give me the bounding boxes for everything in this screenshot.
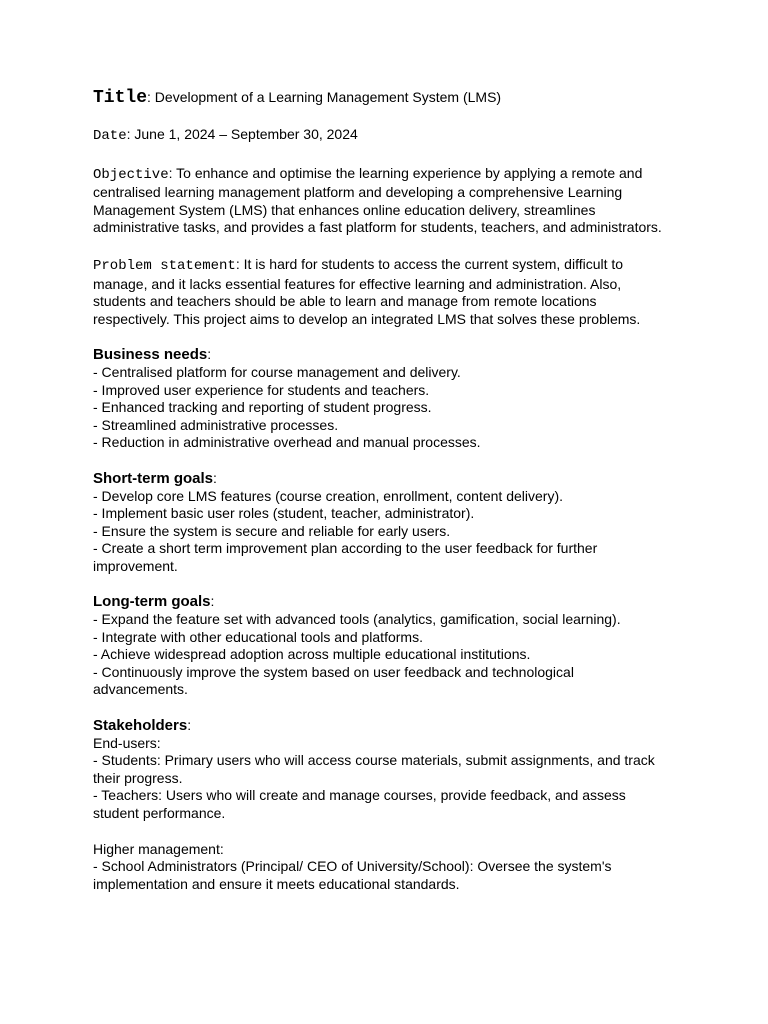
title-value: : Development of a Learning Management System (LMS) — [147, 89, 502, 105]
problem-statement-label: Problem statement — [93, 257, 236, 274]
list-item: - Achieve widespread adoption across multiple educational institutions. — [93, 646, 531, 663]
heading-colon: : — [207, 346, 212, 363]
list-item: - Develop core LMS features (course creation, enrollment, content delivery). — [93, 487, 563, 504]
objective-line: administrative tasks, and provides a fast platform for students, teachers, and administrators. — [93, 219, 662, 236]
short-term-goals-section — [93, 470, 683, 576]
list-item: - Improved user experience for students and teachers. — [93, 381, 430, 398]
list-item: - Reduction in administrative overhead and manual processes. — [93, 434, 481, 451]
objective-label: Objective — [93, 166, 169, 183]
list-item: - Students: Primary users who will access course materials, submit assignments, and track — [93, 752, 655, 769]
objective-line: : To enhance and optimise the learning experience by applying a remote and — [168, 164, 643, 181]
business-needs-heading: Business needs — [93, 346, 208, 364]
heading-colon: : — [213, 469, 217, 486]
list-item: - Integrate with other educational tools and platforms. — [93, 628, 423, 645]
objective-line: Management System (LMS) that enhances online education delivery, streamlines — [93, 201, 596, 218]
list-item: - School Administrators (Principal/ CEO of University/School): Oversee the system's — [93, 858, 612, 875]
list-item: improvement. — [93, 557, 178, 574]
list-item: - Continuously improve the system based on user feedback and technological — [93, 663, 574, 680]
long-term-goals-heading: Long-term goals — [93, 593, 211, 611]
list-item: their progress. — [93, 769, 183, 786]
list-item: - Enhanced tracking and reporting of student progress. — [93, 399, 432, 416]
list-item: advancements. — [93, 681, 188, 698]
problem-line: : It is hard for students to access the current system, difficult to — [235, 255, 624, 272]
higher-management-label: Higher management: — [93, 840, 224, 857]
problem-line: manage, and it lacks essential features for effective learning and administration. Also, — [93, 275, 622, 292]
end-users-label: End-users: — [93, 734, 161, 751]
heading-colon: : — [187, 717, 192, 734]
heading-colon: : — [210, 593, 215, 610]
stakeholders-section — [93, 717, 683, 893]
long-term-goals-section — [93, 593, 683, 699]
list-item: - Expand the feature set with advanced tools (analytics, gamification, social learning). — [93, 611, 621, 628]
objective-line: centralised learning management platform and developing a comprehensive Learning — [93, 184, 623, 201]
business-needs-section — [93, 346, 683, 452]
problem-line: students and teachers should be able to learn and manage from remote locations — [93, 293, 597, 310]
list-item: - Implement basic user roles (student, teacher, administrator). — [93, 505, 475, 522]
title-line — [93, 86, 683, 109]
document-page — [93, 86, 683, 893]
list-item: student performance. — [93, 805, 226, 821]
problem-statement-paragraph — [93, 256, 683, 328]
list-item: - Teachers: Users who will create and manage courses, provide feedback, and assess — [93, 787, 626, 804]
date-label: Date — [93, 128, 127, 144]
list-item: implementation and ensure it meets educational standards. — [93, 875, 460, 892]
short-term-goals-heading: Short-term goals — [93, 469, 214, 487]
objective-paragraph — [93, 165, 683, 237]
list-item: - Centralised platform for course management and delivery. — [93, 363, 461, 380]
date-value: : June 1, 2024 – September 30, 2024 — [126, 126, 358, 142]
list-item: - Streamlined administrative processes. — [93, 416, 339, 433]
problem-line: respectively. This project aims to develop an integrated LMS that solves these problems. — [93, 310, 641, 327]
list-item: - Ensure the system is secure and reliable for early users. — [93, 522, 451, 539]
date-line — [93, 126, 683, 146]
title-label: Title — [93, 88, 148, 108]
stakeholders-heading: Stakeholders — [93, 717, 188, 735]
list-item: - Create a short term improvement plan according to the user feedback for further — [93, 540, 598, 557]
